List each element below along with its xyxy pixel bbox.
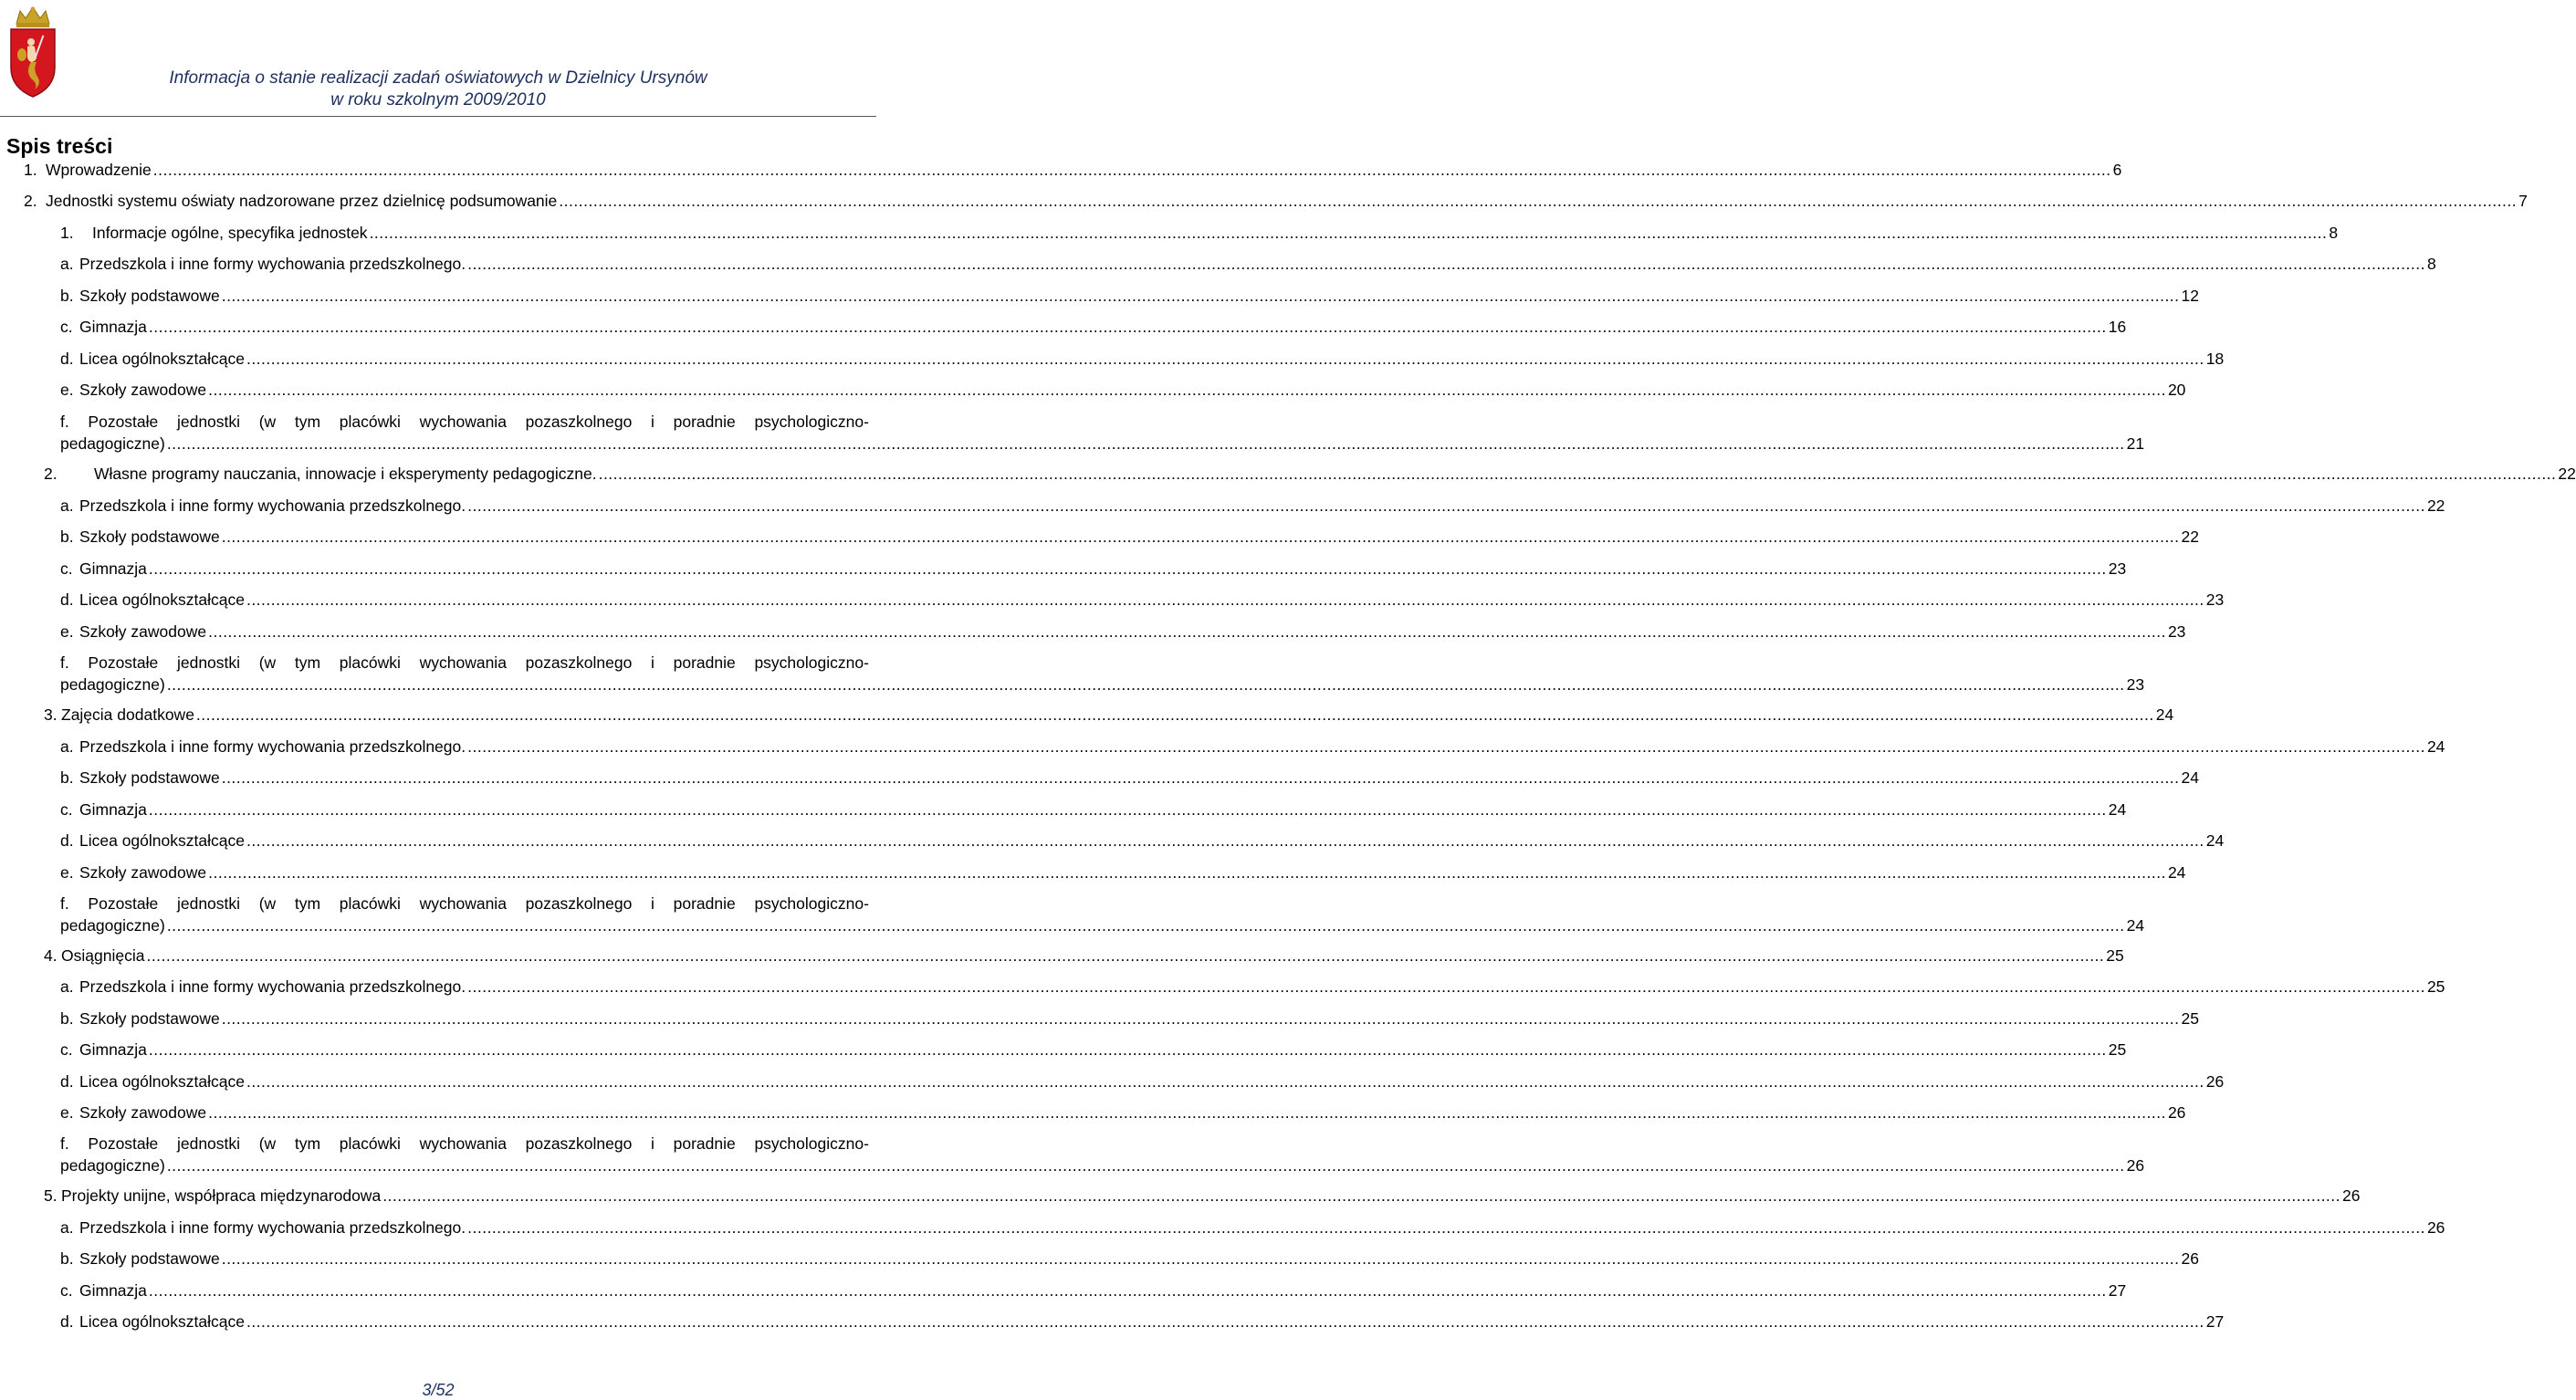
toc-entry-text: Osiągnięcia [61,946,145,965]
toc-entry-page: 24 [2205,831,2225,850]
document-header-title [119,68,758,111]
toc-entry-line2 [60,914,2145,936]
toc-leader-dots: ................................................................................................................................................................................................................................................................................................................................................................................................................ [148,318,2107,336]
warsaw-coat-of-arms-icon [7,4,58,99]
toc-entry-word: i [651,1134,654,1153]
toc-entry-word: poradnie [673,894,736,913]
toc-entry-word: i [651,413,654,431]
toc-entry-word: jednostki [176,1134,241,1153]
toc-entry[interactable] [60,1248,2199,1269]
toc-entry-number: b. [60,768,74,787]
toc-entry-number: c. [60,800,73,819]
toc-leader-dots: ................................................................................................................................................................................................................................................................................................................................................................................................................ [152,161,2111,179]
toc-entry[interactable] [60,1102,2186,1123]
toc-entry[interactable] [60,222,2339,244]
toc-leader-dots: ................................................................................................................................................................................................................................................................................................................................................................................................................ [221,1249,2180,1268]
toc-entry-word: poradnie [673,1134,736,1153]
toc-leader-dots: ................................................................................................................................................................................................................................................................................................................................................................................................................ [146,946,2105,965]
toc-entry-word: f. [60,1134,69,1153]
toc-entry-page: 22 [2426,496,2445,515]
toc-entry-number: e. [60,622,74,641]
toc-entry[interactable] [60,976,2445,998]
toc-entry[interactable] [24,190,2528,212]
toc-entry-number: d. [60,350,74,368]
toc-entry-number: e. [60,381,74,399]
toc-leader-dots: ................................................................................................................................................................................................................................................................................................................................................................................................................ [382,1186,2341,1205]
toc-entry-line1 [60,1133,869,1154]
page-number: 3/52 [422,1381,455,1399]
toc-entry-text: Gimnazja [79,1281,147,1300]
toc-entry-line1 [60,893,869,914]
toc-entry-page: 24 [2426,737,2445,756]
toc-entry-text: Licea ogólnokształcące [79,590,245,609]
toc-entry-number: 2. [24,192,37,210]
toc-entry-word: Pozostałe [88,1134,159,1153]
toc-entry-page: 24 [2108,800,2127,819]
toc-entry-number: c. [60,318,73,336]
toc-entry[interactable] [60,253,2436,275]
toc-entry-text: Przedszkola i inne formy wychowania przedszkolnego. [79,255,466,273]
toc-entry-word: wychowania [419,413,507,431]
toc-entry-text: Jednostki systemu oświaty nadzorowane przez dzielnicę podsumowanie [46,192,558,210]
toc-entry-word: i [651,653,654,672]
toc-entry-page: 27 [2205,1312,2225,1331]
toc-entry-number: e. [60,863,74,882]
toc-leader-dots: ................................................................................................................................................................................................................................................................................................................................................................................................................ [148,1281,2107,1300]
toc-leader-dots: ................................................................................................................................................................................................................................................................................................................................................................................................................ [208,1103,2166,1122]
toc-entry-page: 25 [2181,1009,2199,1028]
toc-entry-text: Gimnazja [79,559,147,578]
toc-entry[interactable] [60,495,2445,517]
toc-entry-text: Licea ogólnokształcące [79,1072,245,1091]
toc-entry-page: 25 [2108,1040,2127,1059]
toc-entry-word: wychowania [419,1134,507,1153]
toc-entry-number: d. [60,590,74,609]
toc-entry-text: Zajęcia dodatkowe [61,705,194,724]
toc-leader-dots: ................................................................................................................................................................................................................................................................................................................................................................................................................ [148,1040,2107,1059]
toc-entry-number: a. [60,255,74,273]
toc-entry-page: 27 [2108,1281,2127,1300]
toc-entry-word: psychologiczno- [754,894,869,913]
header-title-line1: Informacja o stanie realizacji zadań oświatowych w Dzielnicy Ursynów [169,68,707,88]
toc-entry-page: 23 [2167,622,2186,641]
toc-entry-word: jednostki [176,894,241,913]
toc-entry[interactable] [60,285,2199,307]
toc-leader-dots: ................................................................................................................................................................................................................................................................................................................................................................................................................ [208,381,2166,399]
toc-entry-text: Licea ogólnokształcące [79,831,245,850]
header-title-line2: w roku szkolnym 2009/2010 [330,90,546,110]
toc-entry[interactable] [60,379,2186,401]
toc-entry-text: Projekty unijne, współpraca międzynarodowa [61,1186,382,1205]
toc-entry-line2 [60,1154,2145,1176]
toc-leader-dots: ................................................................................................................................................................................................................................................................................................................................................................................................................ [166,1156,2125,1175]
toc-leader-dots: ................................................................................................................................................................................................................................................................................................................................................................................................................ [467,255,2425,273]
toc-entry-text: Szkoły podstawowe [79,528,220,546]
toc-leader-dots: ................................................................................................................................................................................................................................................................................................................................................................................................................ [246,590,2204,609]
toc-entry-number: b. [60,1249,74,1268]
toc-entry[interactable] [24,159,2122,181]
toc-entry-page: 22 [2181,528,2199,546]
toc-entry[interactable] [60,1039,2127,1060]
toc-leader-dots: ................................................................................................................................................................................................................................................................................................................................................................................................................ [195,705,2154,724]
toc-entry-word: tym [294,894,321,913]
toc-entry-word: i [651,894,654,913]
toc-entry-text: Licea ogólnokształcące [79,1312,245,1331]
toc-entry-word: (w [258,894,277,913]
toc-entry[interactable] [60,526,2199,548]
toc-entry-text: Szkoły podstawowe [79,768,220,787]
toc-leader-dots: ................................................................................................................................................................................................................................................................................................................................................................................................................ [208,863,2166,882]
toc-entry-text: Przedszkola i inne formy wychowania przedszkolnego. [79,977,466,996]
toc-entry-page: 23 [2205,590,2225,609]
toc-entry[interactable] [60,1217,2445,1238]
toc-entry-page: 26 [2181,1249,2199,1268]
toc-entry-page: 25 [2426,977,2445,996]
toc-entry-page: 23 [2126,675,2145,694]
toc-entry-word: f. [60,653,69,672]
toc-entry[interactable] [60,316,2127,338]
toc-leader-dots: ................................................................................................................................................................................................................................................................................................................................................................................................................ [467,977,2425,996]
toc-entry-number: b. [60,1009,74,1028]
toc-entry[interactable] [60,1280,2127,1301]
toc-leader-dots: ................................................................................................................................................................................................................................................................................................................................................................................................................ [166,916,2125,935]
toc-leader-dots: ................................................................................................................................................................................................................................................................................................................................................................................................................ [467,496,2425,515]
toc-leader-dots: ................................................................................................................................................................................................................................................................................................................................................................................................................ [148,559,2107,578]
toc-leader-dots: ................................................................................................................................................................................................................................................................................................................................................................................................................ [148,800,2107,819]
toc-leader-dots: ................................................................................................................................................................................................................................................................................................................................................................................................................ [221,528,2180,546]
toc-entry-word: pozaszkolnego [525,653,633,672]
toc-entry-text: Przedszkola i inne formy wychowania przedszkolnego. [79,496,466,515]
toc-entry-word: (w [258,1134,277,1153]
toc-entry-text: Przedszkola i inne formy wychowania przedszkolnego. [79,737,466,756]
toc-leader-dots: ................................................................................................................................................................................................................................................................................................................................................................................................................ [246,1072,2204,1091]
toc-entry-page: 8 [2426,255,2436,273]
toc-entry-number: c. [60,559,73,578]
toc-entry-number: a. [60,977,74,996]
toc-leader-dots: ................................................................................................................................................................................................................................................................................................................................................................................................................ [221,768,2180,787]
toc-entry-word: psychologiczno- [754,653,869,672]
toc-entry-word: wychowania [419,894,507,913]
toc-leader-dots: ................................................................................................................................................................................................................................................................................................................................................................................................................ [221,287,2180,305]
toc-entry-text-continued: pedagogiczne) [60,434,165,453]
toc-entry-page: 21 [2126,434,2145,453]
toc-entry[interactable] [44,704,2174,726]
toc-entry-line1 [60,411,869,433]
toc-entry-word: tym [294,413,321,431]
toc-entry-number: e. [60,1103,74,1122]
toc-leader-dots: ................................................................................................................................................................................................................................................................................................................................................................................................................ [467,737,2425,756]
toc-entry-word: (w [258,653,277,672]
toc-entry-page: 18 [2205,350,2225,368]
toc-entry-text-continued: pedagogiczne) [60,916,165,935]
toc-entry-word: pozaszkolnego [525,894,633,913]
toc-entry-page: 26 [2167,1103,2186,1122]
toc-entry-text: Licea ogólnokształcące [79,350,245,368]
toc-entry-page: 7 [2518,192,2528,210]
toc-leader-dots: ................................................................................................................................................................................................................................................................................................................................................................................................................ [559,192,2518,210]
toc-entry-text: Szkoły podstawowe [79,1249,220,1268]
toc-entry-word: f. [60,894,69,913]
toc-entry[interactable] [60,830,2225,851]
toc-entry-text-continued: pedagogiczne) [60,675,165,694]
toc-entry[interactable] [60,411,2145,454]
toc-entry-page: 24 [2181,768,2199,787]
toc-entry-text: Gimnazja [79,1040,147,1059]
toc-entry-word: wychowania [419,653,507,672]
toc-entry-word: f. [60,413,69,431]
toc-entry-word: poradnie [673,413,736,431]
toc-entry-page: 20 [2167,381,2186,399]
toc-entry-text: Informacje ogólne, specyfika jednostek [92,224,368,242]
toc-entry-page: 12 [2181,287,2199,305]
toc-entry[interactable] [44,945,2124,966]
toc-entry-word: jednostki [176,653,241,672]
toc-entry[interactable] [60,348,2225,370]
toc-entry-word: tym [294,653,321,672]
toc-entry-number: 2. [44,465,58,483]
toc-entry-number: 1. [60,224,74,242]
toc-entry-text: Gimnazja [79,800,147,819]
toc-entry-line1 [60,652,869,674]
toc-entry[interactable] [60,893,2145,936]
toc-entry[interactable] [60,799,2127,820]
toc-entry-word: placówki [339,413,401,431]
toc-entry-page: 26 [2126,1156,2145,1175]
toc-entry-line2 [60,433,2145,454]
toc-entry-number: a. [60,1218,74,1237]
toc-entry-page: 26 [2342,1186,2361,1205]
toc-entry[interactable] [60,1133,2145,1176]
toc-entry-page: 6 [2112,161,2122,179]
toc-entry-page: 8 [2329,224,2339,242]
toc-entry[interactable] [60,862,2186,883]
toc-entry-word: psychologiczno- [754,413,869,431]
header-divider [0,116,876,117]
toc-entry-word: placówki [339,653,401,672]
toc-entry[interactable] [60,1311,2225,1332]
toc-entry-number: a. [60,737,74,756]
toc-leader-dots: ................................................................................................................................................................................................................................................................................................................................................................................................................ [166,675,2125,694]
toc-entry-page: 26 [2205,1072,2225,1091]
toc-entry-number: c. [60,1281,73,1300]
toc-entry-number: a. [60,496,74,515]
toc-entry-number: 1. [24,161,37,179]
toc-leader-dots: ................................................................................................................................................................................................................................................................................................................................................................................................................ [598,465,2557,483]
toc-leader-dots: ................................................................................................................................................................................................................................................................................................................................................................................................................ [246,350,2204,368]
toc-entry-number: 5. [44,1186,58,1205]
toc-entry-page: 24 [2167,863,2186,882]
toc-entry-line2 [60,674,2145,695]
toc-entry-page: 24 [2126,916,2145,935]
toc-entry-word: Pozostałe [88,653,159,672]
toc-entry[interactable] [60,589,2225,611]
toc-entry-text: Gimnazja [79,318,147,336]
toc-entry-text-continued: pedagogiczne) [60,1156,165,1175]
toc-entry-number: d. [60,1312,74,1331]
toc-entry-page: 24 [2155,705,2174,724]
toc-entry[interactable] [60,652,2145,695]
toc-leader-dots: ................................................................................................................................................................................................................................................................................................................................................................................................................ [221,1009,2180,1028]
toc-entry-text: Własne programy nauczania, innowacje i eksperymenty pedagogiczne. [94,465,597,483]
toc-entry-number: d. [60,1072,74,1091]
toc-entry-word: psychologiczno- [754,1134,869,1153]
toc-entry-page: 22 [2558,465,2576,483]
toc-entry-number: 3. [44,705,58,724]
toc-leader-dots: ................................................................................................................................................................................................................................................................................................................................................................................................................ [369,224,2328,242]
toc-entry-text: Szkoły zawodowe [79,863,207,882]
toc-entry-page: 23 [2108,559,2127,578]
toc-entry[interactable] [60,1071,2225,1092]
toc-entry[interactable] [60,736,2445,757]
toc-entry-text: Szkoły podstawowe [79,1009,220,1028]
toc-entry-number: b. [60,287,74,305]
toc-leader-dots: ................................................................................................................................................................................................................................................................................................................................................................................................................ [246,831,2204,850]
toc-leader-dots: ................................................................................................................................................................................................................................................................................................................................................................................................................ [246,1312,2204,1331]
toc-leader-dots: ................................................................................................................................................................................................................................................................................................................................................................................................................ [208,622,2166,641]
toc-entry-word: pozaszkolnego [525,413,633,431]
toc-entry-page: 25 [2106,946,2124,965]
toc-entry-number: d. [60,831,74,850]
toc-entry-word: tym [294,1134,321,1153]
toc-entry-word: poradnie [673,653,736,672]
toc-entry[interactable] [44,463,2576,485]
toc-entry[interactable] [60,558,2127,580]
toc-entry-word: Pozostałe [88,413,159,431]
toc-entry-number: b. [60,528,74,546]
toc-entry[interactable] [44,1185,2361,1207]
toc-entry-text: Przedszkola i inne formy wychowania przedszkolnego. [79,1218,466,1237]
toc-entry-text: Wprowadzenie [46,161,152,179]
toc-entry-text: Szkoły podstawowe [79,287,220,305]
toc-entry-text: Szkoły zawodowe [79,1103,207,1122]
toc-entry-page: 26 [2426,1218,2445,1237]
toc-entry-word: placówki [339,894,401,913]
toc-entry[interactable] [60,1008,2199,1029]
toc-entry-word: Pozostałe [88,894,159,913]
toc-entry-number: 4. [44,946,58,965]
toc-leader-dots: ................................................................................................................................................................................................................................................................................................................................................................................................................ [467,1218,2425,1237]
toc-title: Spis treści [6,134,113,158]
toc-entry-number: c. [60,1040,73,1059]
toc-entry-text: Szkoły zawodowe [79,381,207,399]
toc-entry-word: (w [258,413,277,431]
toc-entry-page: 16 [2108,318,2127,336]
toc-entry-word: placówki [339,1134,401,1153]
toc-entry-word: pozaszkolnego [525,1134,633,1153]
toc-entry[interactable] [60,621,2186,643]
toc-entry[interactable] [60,767,2199,789]
toc-entry-word: jednostki [176,413,241,431]
toc-leader-dots: ................................................................................................................................................................................................................................................................................................................................................................................................................ [166,434,2125,453]
toc-entry-text: Szkoły zawodowe [79,622,207,641]
